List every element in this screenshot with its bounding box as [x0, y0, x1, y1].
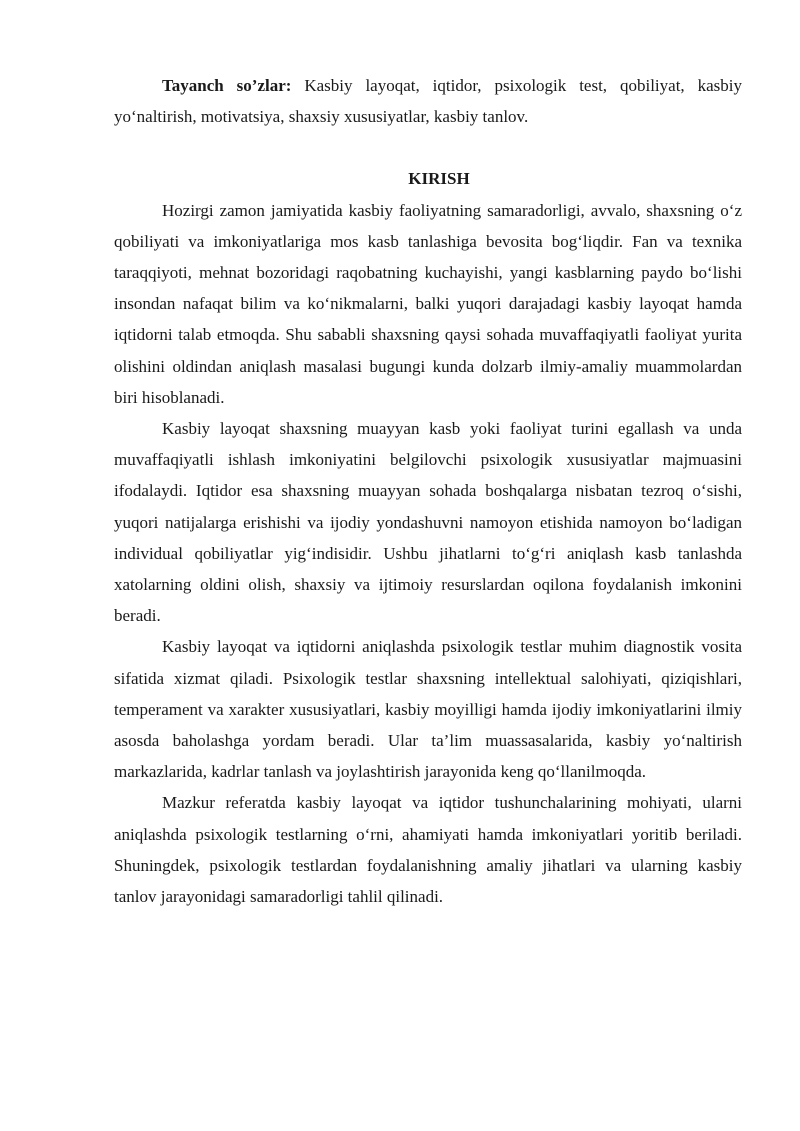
paragraph-1: Hozirgi zamon jamiyatida kasbiy faoliyatning samaradorligi, avvalo, shaxsning o‘z qobiliyati va imkoniyatlariga mos kasb tanlashiga bevosita bog‘liqdir. Fan va texnika taraqqiyoti, mehnat bozoridagi raqobatning kuchayishi, yangi kasblarning paydo bo‘lishi insondan nafaqat bilim va ko‘nikmalarni, balki yuqori darajadagi kasbiy layoqat hamda iqtidorni talab etmoqda. Shu sababli shaxsning qaysi sohada muvaffaqiyatli faoliyat yurita olishini oldindan aniqlash masalasi bugungi kunda dolzarb ilmiy-amaliy muammolardan biri hisoblanadi.: [114, 200, 742, 407]
keywords-text: Kasbiy layoqat, iqtidor, psixologik test, qobiliyat, kasbiy yo‘naltirish, motivatsiya, shaxsiy xususiyatlar, kasbiy tanlov.: [114, 76, 742, 127]
paragraph-2: Kasbiy layoqat shaxsning muayyan kasb yoki faoliyat turini egallash va unda muvaffaqiyatli ishlash imkoniyatini belgilovchi psixologik xususiyatlar majmuasini ifodalaydi. Iqtidor esa shaxsning muayyan sohada boshqalarga nisbatan tezroq o‘sishi, yuqori natijalarga erishishi va ijodiy yondashuvni namoyon etishida namoyon bo‘ladigan individual qobiliyatlar yig‘indisidir. Ushbu jihatlarni to‘g‘ri aniqlash kasb tanlashda xatolarning oldini olish, shaxsiy va ijtimoiy resurslardan oqilona foydalanish imkonini beradi.: [114, 419, 742, 626]
section-heading: KIRISH: [408, 169, 470, 189]
keywords-label: Tayanch so’zlar:: [162, 76, 292, 95]
keywords-paragraph: [114, 70, 742, 132]
paragraph-3: Kasbiy layoqat va iqtidorni aniqlashda psixologik testlar muhim diagnostik vosita sifatida xizmat qiladi. Psixologik testlar shaxsning intellektual salohiyati, qiziqishlari, temperament va xarakter xususiyatlari, kasbiy moyilligi hamda ijodiy imkoniyatlarini ilmiy asosda baholashga yordam beradi. Ular ta’lim muassasalarida, kasbiy yo‘naltirish markazlarida, kadrlar tanlash va joylashtirish jarayonida keng qo‘llanilmoqda.: [114, 637, 742, 782]
document-page: [114, 70, 742, 912]
paragraph-4: Mazkur referatda kasbiy layoqat va iqtidor tushunchalarining mohiyati, ularni aniqlashda psixologik testlarning o‘rni, ahamiyati hamda imkoniyatlari yoritib beriladi. Shuningdek, psixologik testlardan foydalanishning amaliy jihatlari va ularning kasbiy tanlov jarayonidagi samaradorligi tahlil qilinadi.: [114, 793, 742, 907]
